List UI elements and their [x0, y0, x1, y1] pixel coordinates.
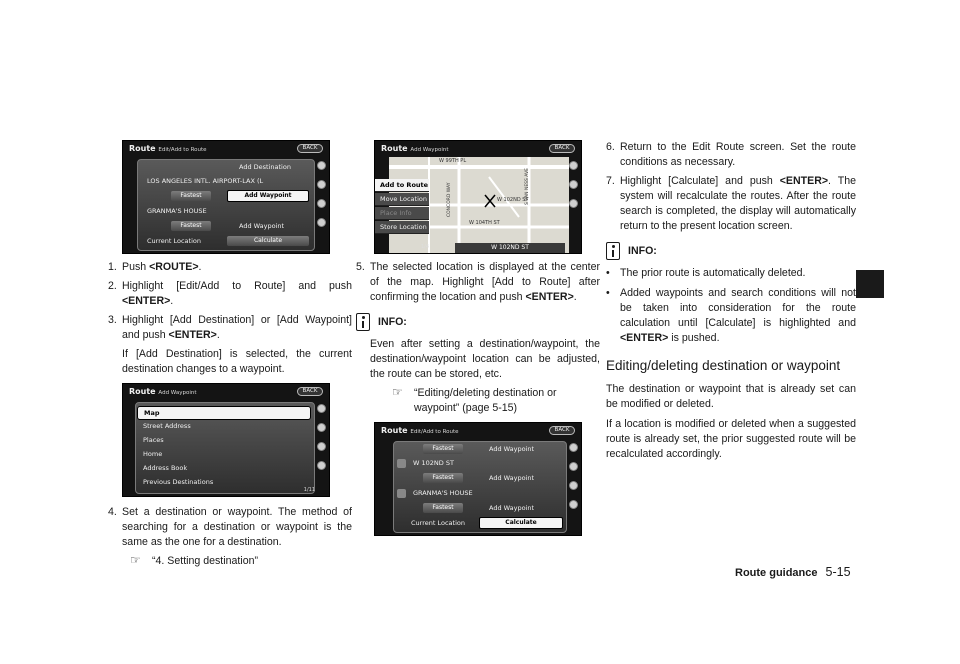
add-destination-item[interactable]: Add Destination	[239, 163, 291, 171]
step-3-note: If [Add Destination] is selected, the current destination changes to a waypoint.	[122, 348, 352, 376]
map-label-s-van-ness: S VAN NESS AVE	[525, 167, 530, 205]
step-1: 1. Push <ROUTE>.	[108, 261, 202, 273]
pointing-hand-icon: ☞	[130, 553, 141, 568]
add-waypoint-item-2[interactable]: Add Waypoint	[489, 474, 535, 483]
step-4: 4. Set a destination or waypoint. The method of searching for a destination or waypoint is the same as the one for a destination.	[108, 506, 352, 549]
back-button[interactable]: BACK	[549, 144, 575, 153]
info-heading: INFO:	[356, 313, 600, 331]
route-location-1[interactable]: W 102ND ST	[413, 459, 454, 468]
info-icon	[356, 313, 370, 331]
add-waypoint-item-2[interactable]: Add Waypoint	[239, 222, 285, 230]
add-waypoint-item-1[interactable]: Add Waypoint	[489, 445, 535, 454]
fastest-button-1[interactable]: Fastest	[423, 444, 463, 454]
map-menu-store-location[interactable]: Store Location	[375, 221, 429, 234]
info-bullet-1: • The prior route is automatically deleted.	[606, 267, 806, 280]
screen-subtitle: Edit/Add to Route	[410, 429, 459, 436]
route-location-1[interactable]: LOS ANGELES INTL. AIRPORT-LAX (L	[147, 177, 264, 185]
page-footer	[735, 564, 851, 582]
screenshot-edit-route-calculate	[374, 422, 582, 536]
menu-item-address-book[interactable]: Address Book	[143, 464, 188, 473]
step-6: 6. Return to the Edit Route screen. Set the route conditions as necessary.	[606, 141, 856, 169]
map-label-w-102nd-st: W 102ND ST	[497, 197, 529, 203]
step-3: 3. Highlight [Add Destination] or [Add Waypoint] and push <ENTER>.	[108, 314, 352, 342]
back-button[interactable]: BACK	[297, 144, 323, 153]
street-name-bar: W 102ND ST	[455, 243, 565, 253]
step-7: 7. Highlight [Calculate] and push <ENTER>. The system will recalculate the routes. After the route search is completed, the display will automatically return to the present location screen.	[606, 175, 856, 233]
section-paragraph-1: The destination or waypoint that is already set can be modified or deleted.	[606, 382, 856, 410]
screenshot-add-waypoint-menu	[122, 383, 330, 497]
menu-item-previous-destinations[interactable]: Previous Destinations	[143, 478, 214, 487]
add-waypoint-button-1[interactable]: Add Waypoint	[227, 190, 309, 202]
calculate-button[interactable]: Calculate	[227, 236, 309, 246]
route-location-2[interactable]: GRANMA'S HOUSE	[147, 207, 207, 215]
zoom-controls	[569, 161, 579, 247]
info-bullet-2: • Added waypoints and search conditions will not be taken into consideration for the route calculation until [Calculate] is highlighted and <ENTER> is pushed.	[606, 287, 856, 345]
add-waypoint-item-3[interactable]: Add Waypoint	[489, 504, 535, 513]
screen-subtitle: Add Waypoint	[158, 390, 197, 397]
route-location-2[interactable]: GRANMA'S HOUSE	[413, 489, 473, 498]
map-label-w-99th-pl: W 99TH PL	[439, 158, 467, 164]
fastest-button-1[interactable]: Fastest	[171, 191, 211, 201]
back-button[interactable]: BACK	[297, 387, 323, 396]
screen-title: Route	[381, 144, 408, 153]
destination-icon	[397, 489, 406, 498]
screen-subtitle: Edit/Add to Route	[158, 147, 207, 153]
column-2	[356, 140, 600, 536]
current-location-item: Current Location	[147, 237, 201, 245]
map-menu-move-location[interactable]: Move Location	[375, 193, 429, 206]
calculate-button[interactable]: Calculate	[479, 517, 563, 529]
section-name: Route guidance	[735, 567, 818, 579]
section-heading: Editing/deleting destination or waypoint	[606, 358, 841, 374]
column-1	[108, 140, 352, 575]
menu-item-map[interactable]: Map	[137, 406, 311, 420]
map-label-concord-way: CONCORD WAY	[447, 182, 452, 217]
scroll-controls	[317, 161, 327, 247]
pointing-hand-icon: ☞	[392, 385, 403, 400]
menu-item-places[interactable]: Places	[143, 436, 164, 445]
menu-item-home[interactable]: Home	[143, 450, 163, 459]
back-button[interactable]: BACK	[549, 426, 575, 435]
step-5: 5. The selected location is displayed at the center of the map. Highlight [Add to Route] after confirming the location and push <ENTER>.	[356, 261, 600, 304]
screen-title: Route	[129, 144, 156, 153]
info-heading: INFO:	[606, 242, 856, 260]
fastest-button-2[interactable]: Fastest	[423, 473, 463, 483]
waypoint-icon	[397, 459, 406, 468]
scroll-controls	[569, 443, 579, 529]
section-paragraph-2: If a location is modified or deleted when a suggested route is already set, the prior suggested route will be recalculated accordingly.	[606, 417, 856, 460]
page-indicator: 1/11	[303, 487, 315, 494]
current-location-item: Current Location	[411, 519, 465, 528]
chapter-tab	[856, 270, 884, 298]
scroll-controls	[317, 404, 327, 490]
info-text: Even after setting a destination/waypoint, the destination/waypoint location can be adjusted, the route can be stored, etc.	[370, 338, 600, 381]
info-icon	[606, 242, 620, 260]
page-number: 5-15	[825, 565, 851, 579]
screenshot-add-waypoint-map	[374, 140, 582, 254]
cross-reference[interactable]: ☞ “Editing/deleting destination or waypoint” (page 5-15)	[392, 386, 600, 416]
screenshot-edit-add-route	[122, 140, 330, 254]
screen-title: Route	[129, 387, 156, 397]
fastest-button-2[interactable]: Fastest	[171, 221, 211, 231]
menu-item-street-address[interactable]: Street Address	[143, 422, 191, 431]
map-menu-place-info[interactable]: Place Info	[375, 207, 429, 220]
map-label-w-104th-st: W 104TH ST	[469, 220, 500, 226]
map-menu-add-to-route[interactable]: Add to Route	[375, 179, 429, 192]
screen-subtitle: Add Waypoint	[410, 147, 449, 153]
column-3	[606, 140, 856, 462]
screen-title: Route	[381, 426, 408, 436]
cross-reference[interactable]: ☞ “4. Setting destination”	[130, 554, 352, 569]
step-2: 2. Highlight [Edit/Add to Route] and push <ENTER>.	[108, 280, 352, 308]
fastest-button-3[interactable]: Fastest	[423, 503, 463, 513]
page-indicator: 1/4	[421, 243, 430, 250]
